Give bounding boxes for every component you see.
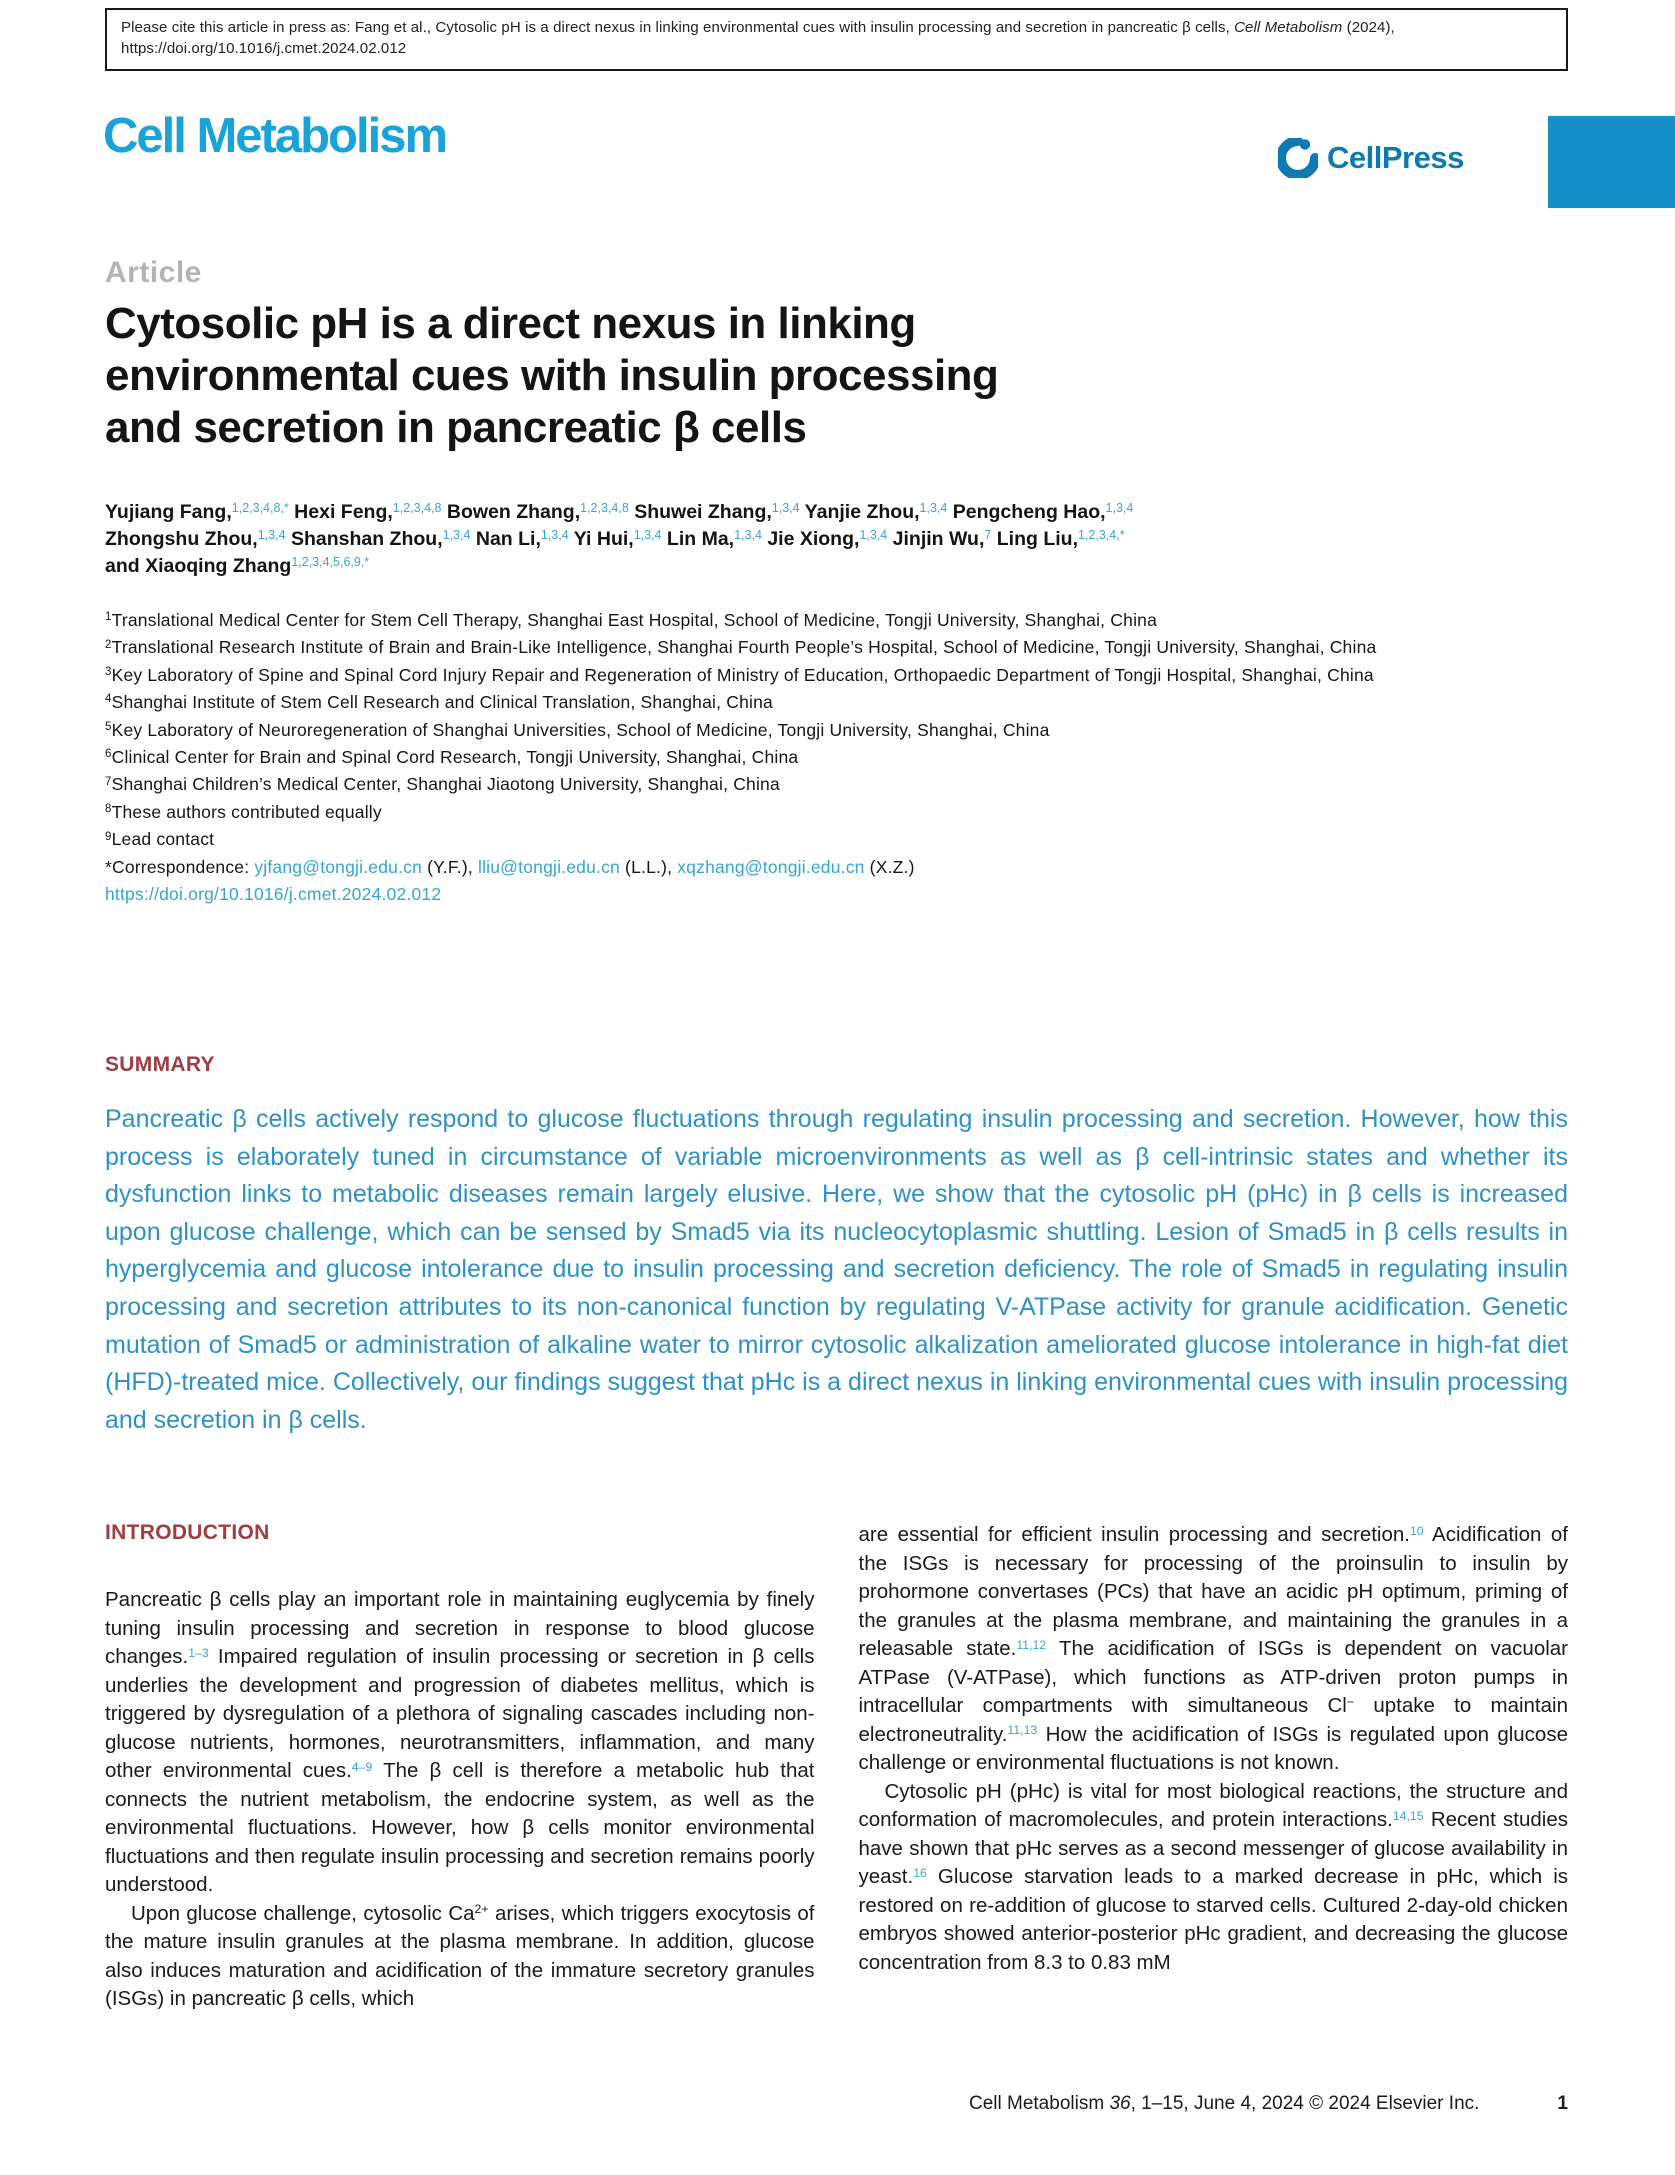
introduction-section — [105, 1521, 1568, 2014]
reference-link[interactable]: 4–9 — [351, 1759, 373, 1774]
left-column — [105, 1521, 815, 2014]
summary-section — [105, 1053, 1568, 1439]
email-link[interactable]: xqzhang@tongji.edu.cn — [677, 856, 865, 877]
affiliation-line: $^2$Translational Research Institute of Brain and Brain-Like Intelligence, Shanghai Fourth People’s Hospital, School of Medicine, Tongji University, Shanghai, China — [105, 637, 1377, 658]
affiliation-line: $^3$Key Laboratory of Spine and Spinal Cord Injury Repair and Regeneration of Ministry of Education, Orthopaedic Department of Tongji Hospital, Shanghai, China — [105, 664, 1374, 685]
reference-link[interactable]: 11,12 — [1016, 1637, 1047, 1652]
body-paragraph: Cytosolic pH (pHc) is vital for most biological reactions, the structure and conformation of macromolecules, and protein interactions.$^{14,15}$ Recent studies have shown that pHc serves as a second messenger of glucose availability in yeast.$^{16}$ Glucose starvation leads to a marked decrease in pHc, which is restored on re-addition of glucose to starved cells. Cultured 2-day-old chicken embryos showed anterior-posterior pHc gradient, and decreasing the glucose concentration from 8.3 to 0.83 mM — [858, 1779, 1568, 1974]
corner-accent-block — [1548, 116, 1675, 208]
title-line: environmental cues with insulin processing — [105, 351, 999, 400]
author-line: Zhongshu Zhou,$^{1,3,4}$ Shanshan Zhou,$^{1,3,4}$ Nan Li,$^{1,3,4}$ Yi Hui,$^{1,3,4}$ Lin Ma,$^{1,3,4}$ Jie Xiong,$^{1,3,4}$ Jinjin Wu,$^7$ Ling Liu,$^{1,2,3,4,*}$ — [105, 527, 1125, 550]
journal-logo: Cell Metabolism — [103, 109, 447, 163]
affiliation-line: $^1$Translational Medical Center for Stem Cell Therapy, Shanghai East Hospital, School of Medicine, Tongji University, Shanghai, China — [105, 610, 1158, 630]
publisher-logo — [1278, 138, 1464, 178]
affiliation-line: $^4$Shanghai Institute of Stem Cell Research and Clinical Translation, Shanghai, China — [105, 692, 773, 713]
affiliation-line: $^8$These authors contributed equally — [105, 801, 382, 822]
affiliation-line: $^6$Clinical Center for Brain and Spinal Cord Research, Tongji University, Shanghai, China — [105, 747, 799, 768]
email-link[interactable]: yjfang@tongji.edu.cn — [254, 856, 423, 877]
author-line: and Xiaoqing Zhang$^{1,2,3,4,5,6,9,*}$ — [105, 554, 370, 577]
email-link[interactable]: lliu@tongji.edu.cn — [477, 856, 620, 877]
summary-heading: SUMMARY — [105, 1053, 215, 1076]
body-paragraph: Upon glucose challenge, cytosolic $Ca^{2+}$ arises, which triggers exocytosis of the mature insulin granules at the plasma membrane. In addition, glucose also induces maturation and acidification of the immature secretory granules (ISGs) in pancreatic β cells, which — [105, 1901, 815, 2010]
affiliation-line: $^5$Key Laboratory of Neuroregeneration of Shanghai Universities, School of Medicine, Tongji University, Shanghai, China — [105, 719, 1050, 740]
reference-link[interactable]: 16 — [913, 1865, 927, 1880]
affiliations-block — [105, 607, 1568, 908]
article-title — [105, 298, 998, 454]
page-number: 1 — [1557, 2093, 1568, 2114]
author-list — [105, 499, 1568, 580]
article-type-label: Article — [105, 256, 202, 289]
author-line: Yujiang Fang,$^{1,2,3,4,8,*}$ Hexi Feng,$^{1,2,3,4,8}$ Bowen Zhang,$^{1,2,3,4,8}$ Shuwei Zhang,$^{1,3,4}$ Yanjie Zhou,$^{1,3,4}$ Pengcheng Hao,$^{1,3,4}$ — [105, 500, 1134, 523]
affiliation-line: $^7$Shanghai Children’s Medical Center, Shanghai Jiaotong University, Shanghai, China — [105, 774, 780, 795]
introduction-heading: INTRODUCTION — [105, 1521, 270, 1544]
correspondence-line: *Correspondence: yjfang@tongji.edu.cn (Y.F.), lliu@tongji.edu.cn (L.L.), xqzhang@tongji.edu.cn (X.Z.) — [105, 856, 915, 877]
reference-link[interactable]: 1–3 — [188, 1645, 209, 1660]
affiliation-line: $^9$Lead contact — [105, 829, 215, 850]
reference-link[interactable]: 11,13 — [1007, 1723, 1038, 1738]
publisher-name: CellPress — [1327, 140, 1464, 175]
cellpress-icon — [1278, 138, 1318, 178]
body-paragraph: Pancreatic β cells play an important role in maintaining euglycemia by finely tuning insulin processing and secretion in response to blood glucose changes.$^{1-3}$ Impaired regulation of insulin processing or secretion in β cells underlies the development and progression of diabetes mellitus, which is triggered by dysregulation of a plethora of signaling cascades including non-glucose nutrients, hormones, neurotransmitters, inflammation, and many other environmental cues.$^{4-9}$ The β cell is therefore a metabolic hub that connects the nutrient metabolism, the endocrine system, as well as the environmental fluctuations. However, how β cells monitor environmental fluctuations and then regulate insulin processing and secretion remains poorly understood. — [105, 1588, 815, 1896]
doi-link[interactable]: https://doi.org/10.1016/j.cmet.2024.02.012 — [105, 884, 442, 905]
title-line: Cytosolic pH is a direct nexus in linking — [105, 299, 916, 348]
reference-link[interactable]: 14,15 — [1392, 1808, 1424, 1823]
page-footer — [105, 2093, 1568, 2115]
title-line: and secretion in pancreatic β cells — [105, 403, 807, 452]
right-column — [859, 1521, 1569, 2014]
journal-citation: Cell Metabolism 36, 1–15, June 4, 2024 © 2024 Elsevier Inc. — [969, 2093, 1480, 2114]
citation-notice: Please cite this article in press as: Fang et al., Cytosolic pH is a direct nexus in linking environmental cues with insulin processing and secretion in pancreatic β cells, Cell Metabolism (2024), https://doi.org/10.1016/j.cmet.2024.02.012 — [105, 8, 1568, 71]
doi-line — [105, 881, 1568, 908]
summary-body: Pancreatic β cells actively respond to glucose fluctuations through regulating insulin processing and secretion. However, how this process is elaborately tuned in circumstance of variable microenvironments as well as β cell-intrinsic states and whether its dysfunction links to metabolic diseases remain largely elusive. Here, we show that the cytosolic pH (pHc) in β cells is increased upon glucose challenge, which can be sensed by Smad5 via its nucleocytoplasmic shuttling. Lesion of Smad5 in β cells results in hyperglycemia and glucose intolerance due to insulin processing and secretion deficiency. The role of Smad5 in regulating insulin processing and secretion attributes to its non-canonical function by regulating V-ATPase activity for granule acidification. Genetic mutation of Smad5 or administration of alkaline water to mirror cytosolic alkalization ameliorated glucose intolerance in high-fat diet (HFD)-treated mice. Collectively, our findings suggest that pHc is a direct nexus in linking environmental cues with insulin processing and secretion in β cells. — [105, 1105, 1568, 1434]
body-paragraph: are essential for efficient insulin processing and secretion.$^{10}$ Acidification of the ISGs is necessary for processing of the proinsulin to insulin by prohormone convertases (PCs) that have an acidic pH optimum, priming of the granules at the plasma membrane, and maintaining the granules in a releasable state.$^{11,12}$ The acidification of ISGs is dependent on vacuolar ATPase (V-ATPase), which functions as ATP-driven proton pumps in intracellular compartments with simultaneous Cl− uptake to maintain electroneutrality.$^{11,13}$ How the acidification of ISGs is regulated upon glucose challenge or environmental fluctuations is not known. — [858, 1523, 1568, 1774]
reference-link[interactable]: 10 — [1409, 1523, 1424, 1538]
